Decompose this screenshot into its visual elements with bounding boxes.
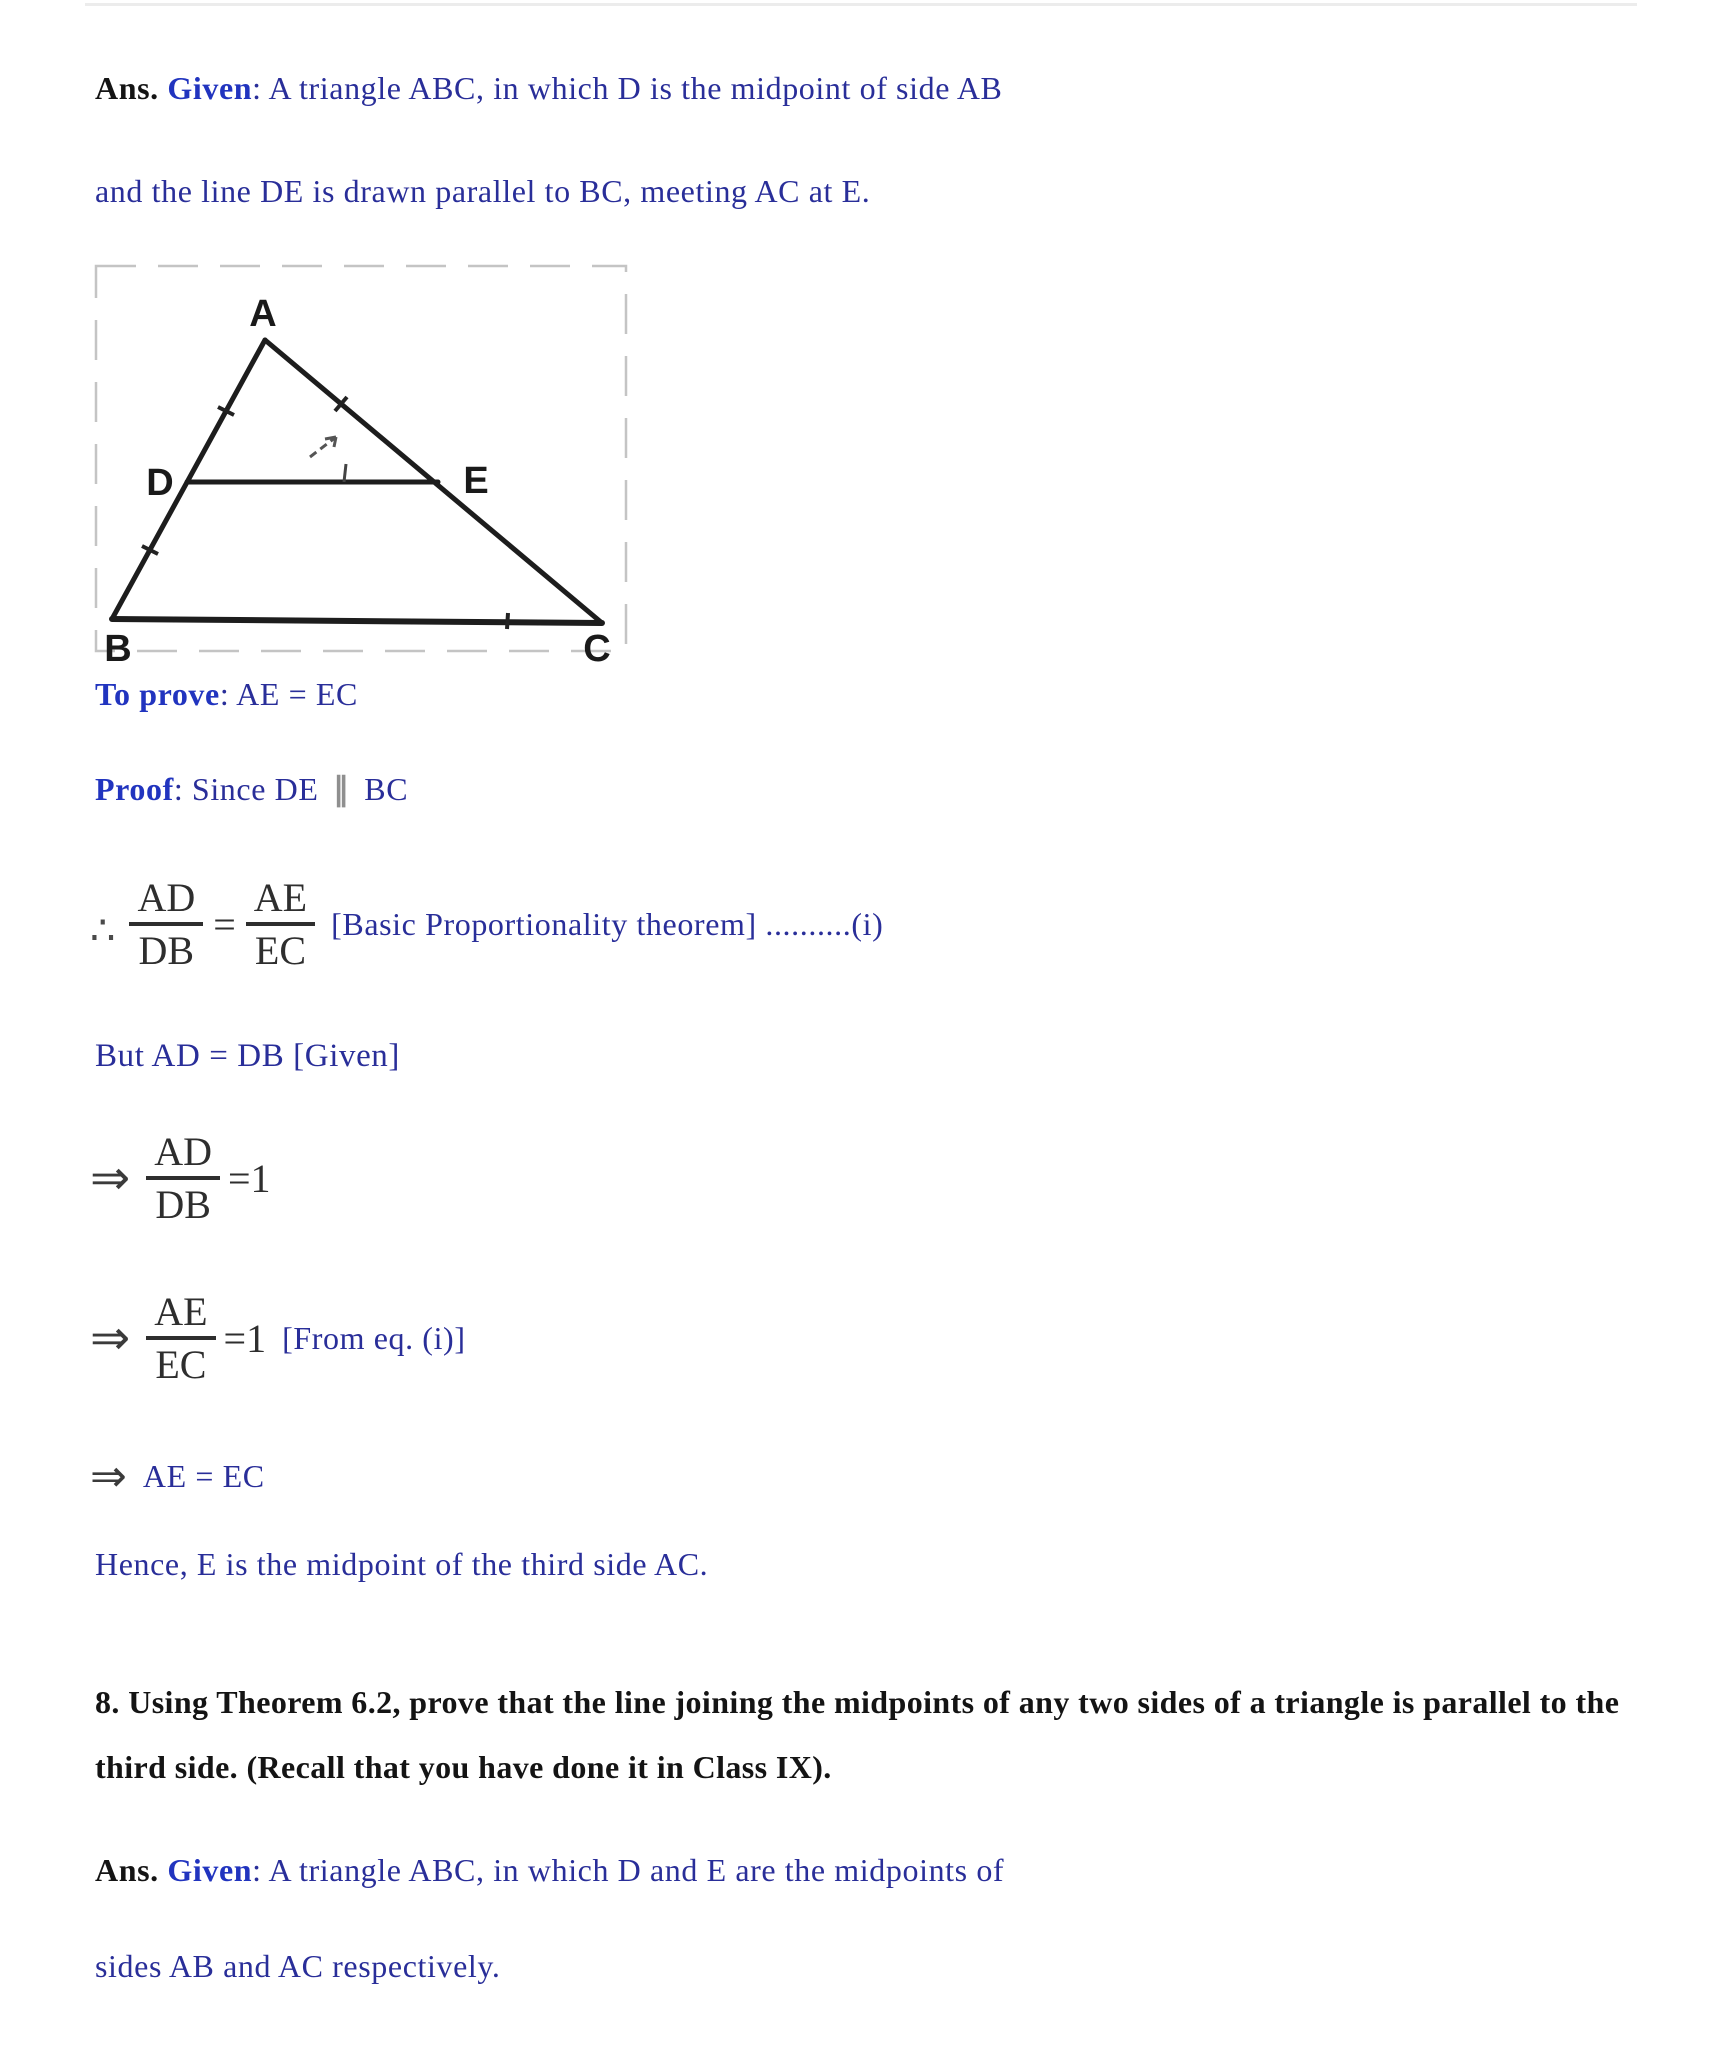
- tick-bc: [507, 613, 508, 629]
- fraction-numerator: AE: [146, 1290, 215, 1340]
- answer-intro-line-1: [95, 70, 1002, 107]
- ans-label: Ans.: [95, 1852, 159, 1888]
- fraction-denominator: DB: [138, 928, 195, 973]
- equation-ad-db-1: [90, 1120, 271, 1236]
- answer2-intro-line-2: sides AB and AC respectively.: [95, 1948, 501, 1984]
- fraction-denominator: DB: [155, 1182, 211, 1227]
- vertex-label-b: B: [104, 628, 132, 664]
- equation-rhs: =1: [223, 1315, 267, 1361]
- parallel-symbol: ∥: [333, 771, 350, 807]
- fraction-ad-db: [146, 1130, 220, 1226]
- question-8-text: 8. Using Theorem 6.2, prove that the line joining the midpoints of any two sides of a triangle is parallel to the third side. (Recall that you have done it in Class IX).: [95, 1684, 1620, 1785]
- conclusion-equality: AE = EC: [142, 1457, 265, 1494]
- fraction-numerator: AE: [246, 876, 315, 926]
- pencil-arrow-shaft: [310, 437, 336, 457]
- fraction-ad-db: [129, 876, 203, 972]
- implies-arrow-icon: ⇒: [90, 1152, 131, 1205]
- edge-bc: [112, 619, 602, 623]
- given-text: : A triangle ABC, in which D and E are the midpoints of: [252, 1852, 1005, 1888]
- implies-arrow-icon: ⇒: [90, 1312, 131, 1365]
- hence-line: Hence, E is the midpoint of the third side AC.: [95, 1546, 709, 1582]
- given-text: : A triangle ABC, in which D is the midpoint of side AB: [252, 70, 1003, 106]
- equation-ae-ec-1: [90, 1280, 466, 1396]
- top-rule: [85, 3, 1637, 6]
- fraction-numerator: AD: [129, 876, 203, 926]
- proof-text-after: BC: [364, 771, 409, 807]
- proof-label: Proof: [95, 771, 174, 807]
- vertex-label-d: D: [146, 462, 174, 504]
- equals-sign: =: [213, 901, 236, 947]
- fraction-ae-ec: [246, 876, 315, 972]
- but-line: But AD = DB [Given]: [95, 1038, 400, 1074]
- vertex-label-a: A: [249, 293, 277, 335]
- proof-line: [95, 770, 408, 808]
- given-label: Given: [167, 1852, 253, 1888]
- triangle-svg: [78, 252, 638, 664]
- therefore-symbol: ∴: [90, 907, 116, 953]
- fraction-denominator: EC: [155, 1342, 207, 1387]
- to-prove-text: : AE = EC: [219, 676, 358, 712]
- answer2-intro-line-1: [95, 1852, 1004, 1889]
- fraction-ae-ec: [146, 1290, 215, 1386]
- to-prove-label: To prove: [95, 676, 220, 712]
- to-prove-line: [95, 676, 358, 713]
- given-label: Given: [167, 70, 253, 106]
- pencil-mark-de: [344, 464, 346, 482]
- from-eq-note: [From eq. (i)]: [282, 1319, 466, 1356]
- fraction-numerator: AD: [146, 1130, 220, 1180]
- vertex-label-c: C: [583, 628, 611, 664]
- equation-ae-equals-ec: [90, 1448, 265, 1504]
- vertex-label-e: E: [463, 460, 489, 502]
- bpt-note: [Basic Proportionality theorem] ..........(i): [331, 905, 884, 942]
- proof-text-before: : Since DE: [173, 771, 319, 807]
- fraction-denominator: EC: [254, 928, 307, 973]
- scan-border: [96, 266, 626, 651]
- answer-intro-line-2: and the line DE is drawn parallel to BC, meeting AC at E.: [95, 173, 871, 209]
- equation-bpt: [90, 866, 883, 982]
- ans-label: Ans.: [95, 70, 159, 106]
- triangle-figure: [78, 252, 638, 664]
- equation-rhs: =1: [228, 1155, 271, 1201]
- implies-arrow-icon: ⇒: [90, 1451, 127, 1501]
